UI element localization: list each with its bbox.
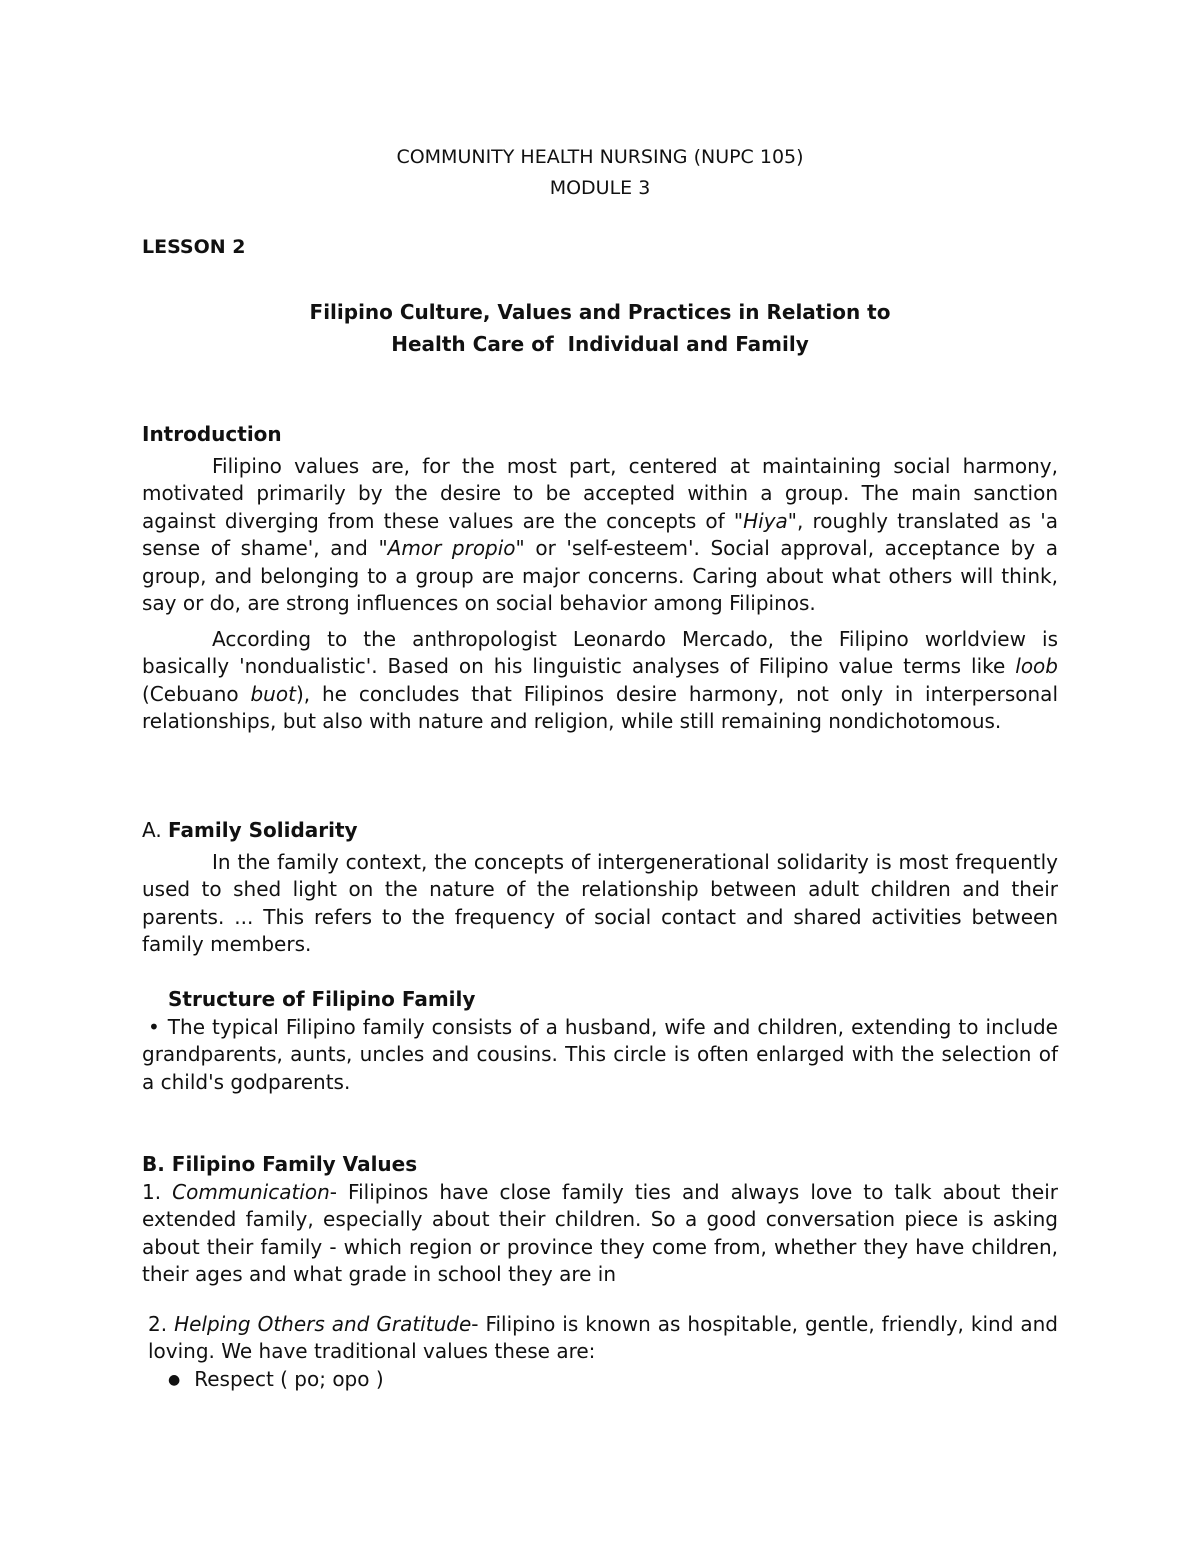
- intro-amor-propio-term: Amor propio: [387, 536, 516, 560]
- value-item-1-number: 1.: [142, 1179, 162, 1204]
- section-a-title: Family Solidarity: [168, 818, 358, 842]
- introduction-heading: Introduction: [142, 422, 282, 446]
- section-a-letter: A.: [142, 818, 162, 842]
- lesson-label: LESSON 2: [142, 236, 246, 258]
- family-values-section: [142, 1151, 1058, 1394]
- family-structure-heading: Structure of Filipino Family: [168, 987, 476, 1011]
- value-item-helping-others: [142, 1311, 1058, 1366]
- module-label: MODULE 3: [549, 177, 651, 199]
- intro-p1-text-b: ", roughly translated as 'a sense of shame', and ": [142, 508, 1058, 560]
- intro-p1-text-a: Filipino values are, for the most part, centered at maintaining social harmony, motivated primarily by the desire to be accepted within a group. The main sanction against diverging from these values are the concepts of ": [142, 453, 1058, 533]
- intro-p2-text-b: (Cebuano: [142, 681, 251, 706]
- intro-hiya-term: Hiya: [743, 508, 788, 533]
- intro-p2-text-c: ), he concludes that Filipinos desire harmony, not only in interpersonal relationships, but also with nature and religion, while still remaining nondichotomous.: [142, 681, 1058, 733]
- family-values-heading: B. Filipino Family Values: [142, 1152, 418, 1176]
- respect-value-text: Respect ( po; opo ): [194, 1366, 384, 1391]
- family-solidarity-section: [142, 817, 1058, 959]
- intro-p2-text-a: According to the anthropologist Leonardo Mercado, the Filipino worldview is basically 'nondualistic'. Based on his linguistic analyses of Filipino value terms like: [142, 626, 1058, 678]
- list-item: [168, 1366, 1058, 1395]
- family-solidarity-paragraph: In the family context, the concepts of intergenerational solidarity is most frequently used to shed light on the nature of the relationship between adult children and their parents. ... This refers to the frequency of social contact and shared activities between family members.: [142, 849, 1058, 956]
- value-item-2-number: 2.: [148, 1311, 168, 1336]
- value-item-1-text: - Filipinos have close family ties and always love to talk about their extended family, especially about their children. So a good conversation piece is asking about their family - which region or province they come from, whether they have children, their ages and what grade in school they are in: [142, 1179, 1059, 1286]
- introduction-section: [142, 421, 1058, 736]
- value-item-1-title: Communication: [172, 1179, 330, 1204]
- value-item-2-text: - Filipino is known as hospitable, gentle, friendly, kind and loving. We have traditional values these are:: [148, 1311, 1058, 1363]
- lesson-title-line-1: Filipino Culture, Values and Practices in Relation to: [309, 300, 891, 324]
- family-structure-text: The typical Filipino family consists of a husband, wife and children, extending to include grandparents, aunts, uncles and cousins. This circle is often enlarged with the selection of a child's godparents.: [142, 1014, 1058, 1094]
- family-solidarity-heading: [142, 817, 1058, 845]
- traditional-values-list: [142, 1366, 1058, 1395]
- document-header: [0, 142, 1200, 204]
- introduction-paragraph-1: [142, 453, 1058, 618]
- lesson-title: [0, 296, 1200, 360]
- introduction-paragraph-2: [142, 626, 1058, 736]
- lesson-title-line-2: Health Care of Individual and Family: [391, 332, 809, 356]
- value-item-communication: [142, 1179, 1058, 1289]
- intro-loob-term: loob: [1015, 654, 1058, 678]
- intro-buot-term: buot: [250, 681, 296, 706]
- family-structure-bullet: [142, 1014, 1058, 1097]
- value-item-2-title: Helping Others and Gratitude: [174, 1311, 472, 1336]
- bullet-icon: •: [148, 1014, 160, 1039]
- course-title: COMMUNITY HEALTH NURSING (NUPC 105): [396, 146, 804, 168]
- bullet-icon: ●: [168, 1371, 181, 1388]
- family-structure-section: [142, 986, 1058, 1096]
- intro-p1-text-c: " or 'self-esteem'. Social approval, acceptance by a group, and belonging to a group are major concerns. Caring about what others will think, say or do, are strong influences on social behavior among Filipinos.: [142, 536, 1059, 615]
